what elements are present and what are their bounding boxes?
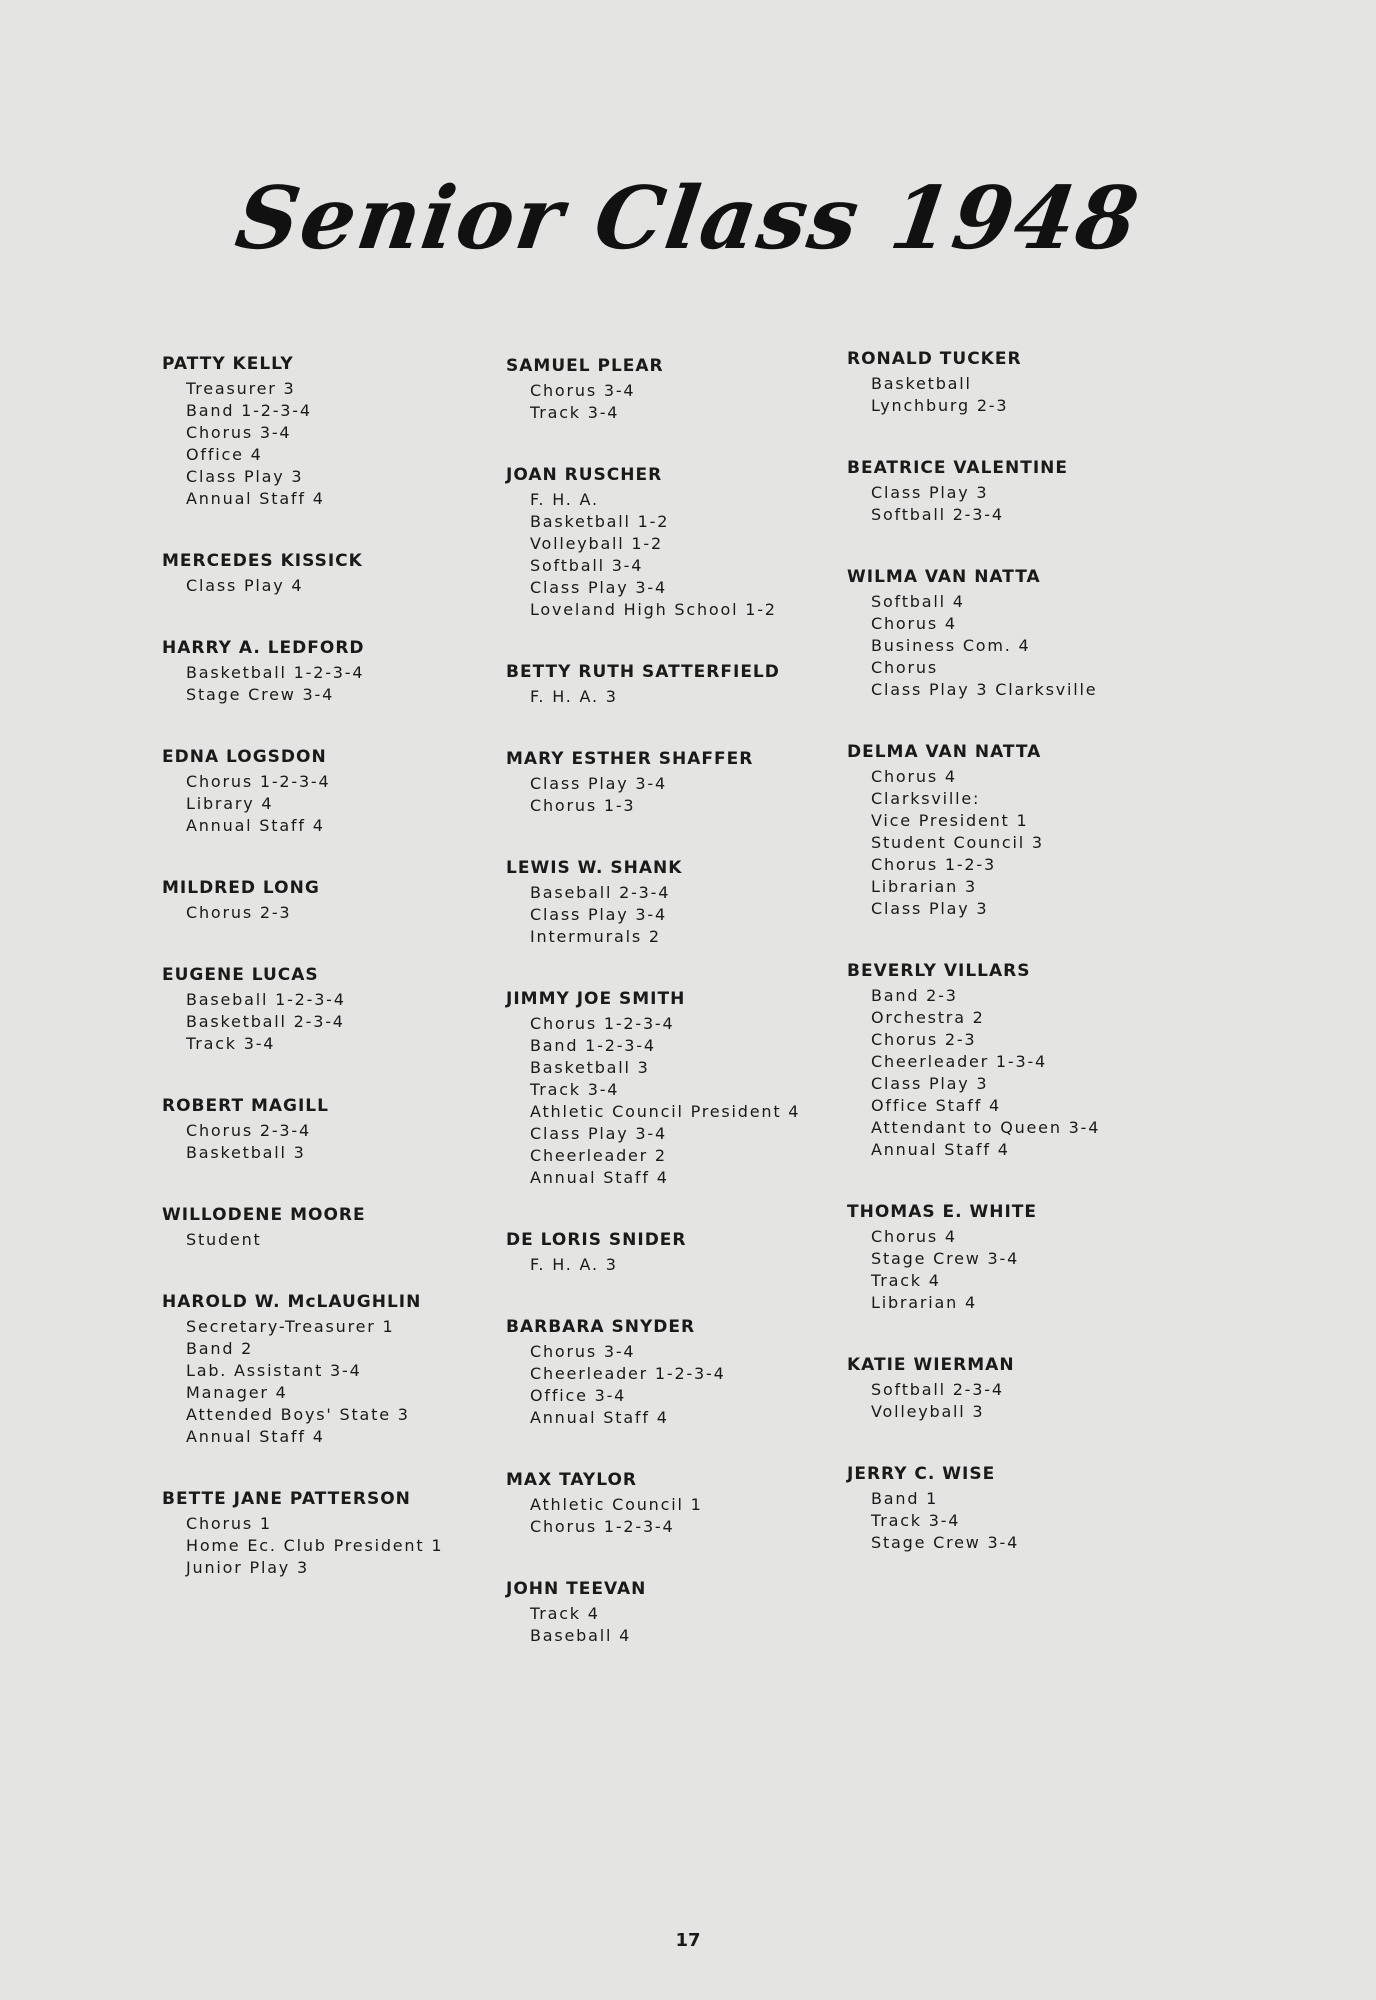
activity-item: Library 4 [186,794,274,813]
senior-entry [162,1201,492,1251]
activity-item: Class Play 4 [186,576,304,595]
activity-item: Annual Staff 4 [186,816,325,835]
senior-entry [847,957,1177,1161]
senior-entry [847,563,1177,701]
activity-item: Class Play 3-4 [530,1124,667,1143]
activity-item: Chorus 4 [871,767,957,786]
activity-item: Chorus 1-3 [530,796,636,815]
activity-item: Loveland High School 1-2 [530,600,777,619]
activity-item: Treasurer 3 [186,379,296,398]
activity-item: Basketball 3 [186,1143,306,1162]
activity-item: F. H. A. 3 [530,687,618,706]
activity-item: Clarksville: [871,789,981,808]
senior-entry [162,874,492,924]
activity-item: Softball 3-4 [530,556,644,575]
senior-entry [847,1351,1177,1423]
senior-entry [506,352,836,424]
activity-item: Softball 2-3-4 [871,505,1004,524]
activity-item: Class Play 3 [871,1074,989,1093]
activity-item: Annual Staff 4 [186,489,325,508]
activity-item: Volleyball 3 [871,1402,985,1421]
senior-name: MAX TAYLOR [506,1470,637,1490]
activity-item: Chorus 2-3-4 [186,1121,311,1140]
activity-item: Baseball 4 [530,1626,632,1645]
activity-item: Class Play 3-4 [530,905,667,924]
senior-name: PATTY KELLY [162,354,294,374]
senior-name: JOHN TEEVAN [506,1579,647,1599]
activity-item: Office 3-4 [530,1386,627,1405]
senior-name: WILLODENE MOORE [162,1205,366,1225]
activity-item: Basketball 2-3-4 [186,1012,345,1031]
activity-item: Lab. Assistant 3-4 [186,1361,362,1380]
activity-item: Annual Staff 4 [871,1140,1010,1159]
senior-entry [506,1226,836,1276]
activity-item: Annual Staff 4 [530,1408,669,1427]
senior-name: DE LORIS SNIDER [506,1230,687,1250]
activity-item: Athletic Council President 4 [530,1102,801,1121]
senior-entry [162,1092,492,1164]
activity-item: Business Com. 4 [871,636,1031,655]
senior-name: HAROLD W. McLAUGHLIN [162,1292,422,1312]
activity-item: Band 2 [186,1339,254,1358]
activity-item: F. H. A. [530,490,599,509]
senior-entry [162,634,492,706]
senior-entry [506,745,836,817]
senior-name: THOMAS E. WHITE [847,1202,1038,1222]
page-title: Senior Class 1948 [230,168,1146,269]
activity-item: Track 3-4 [871,1511,961,1530]
activity-item: Office 4 [186,445,263,464]
activity-item: Junior Play 3 [186,1558,309,1577]
senior-name: DELMA VAN NATTA [847,742,1042,762]
senior-name: BEATRICE VALENTINE [847,458,1069,478]
page-number: 17 [675,1930,701,1951]
senior-entry [162,1288,492,1448]
column-3 [847,345,1177,1591]
senior-entry [506,1466,836,1538]
senior-entry [506,854,836,948]
activity-item: Cheerleader 1-2-3-4 [530,1364,726,1383]
senior-name: HARRY A. LEDFORD [162,638,365,658]
activity-item: Class Play 3 Clarksville [871,680,1098,699]
activity-item: Manager 4 [186,1383,288,1402]
senior-entry [847,345,1177,417]
senior-entry [847,738,1177,920]
senior-entry [162,547,492,597]
senior-name: SAMUEL PLEAR [506,356,664,376]
activity-item: Chorus 3-4 [530,1342,636,1361]
activity-item: Chorus 3-4 [186,423,292,442]
senior-entry [506,461,836,621]
activity-item: Librarian 3 [871,877,977,896]
activity-item: Chorus 1-2-3 [871,855,996,874]
senior-name: JIMMY JOE SMITH [506,989,686,1009]
activity-item: Track 3-4 [530,1080,620,1099]
senior-name: JERRY C. WISE [847,1464,996,1484]
activity-item: Attended Boys' State 3 [186,1405,410,1424]
senior-name: MERCEDES KISSICK [162,551,363,571]
senior-name: BEVERLY VILLARS [847,961,1031,981]
activity-item: Band 1-2-3-4 [530,1036,656,1055]
activity-item: Annual Staff 4 [530,1168,669,1187]
senior-entry [162,1485,492,1579]
activity-item: Softball 2-3-4 [871,1380,1004,1399]
activity-item: Track 3-4 [186,1034,276,1053]
activity-item: Office Staff 4 [871,1096,1001,1115]
senior-name: WILMA VAN NATTA [847,567,1041,587]
activity-item: Cheerleader 2 [530,1146,667,1165]
senior-entry [847,1460,1177,1554]
activity-item: Librarian 4 [871,1293,977,1312]
senior-name: BETTE JANE PATTERSON [162,1489,411,1509]
activity-item: Chorus 3-4 [530,381,636,400]
senior-entry [162,961,492,1055]
activity-item: Track 4 [871,1271,941,1290]
activity-item: Chorus 1-2-3-4 [186,772,331,791]
senior-name: KATIE WIERMAN [847,1355,1015,1375]
senior-entry [506,985,836,1189]
senior-name: MARY ESTHER SHAFFER [506,749,754,769]
activity-item: Track 3-4 [530,403,620,422]
activity-item: Chorus 2-3 [186,903,292,922]
activity-item: Track 4 [530,1604,600,1623]
senior-name: EUGENE LUCAS [162,965,319,985]
column-2 [506,352,836,1684]
senior-entry [506,1575,836,1647]
activity-item: Baseball 2-3-4 [530,883,671,902]
activity-item: Stage Crew 3-4 [186,685,335,704]
senior-entry [162,743,492,837]
activity-item: Chorus 4 [871,614,957,633]
activity-item: Class Play 3 [186,467,304,486]
activity-item: Band 1 [871,1489,939,1508]
senior-name: ROBERT MAGILL [162,1096,329,1116]
activity-item: Class Play 3-4 [530,774,667,793]
activity-item: Class Play 3 [871,899,989,918]
activity-item: Band 1-2-3-4 [186,401,312,420]
activity-item: Stage Crew 3-4 [871,1249,1020,1268]
senior-entry [847,1198,1177,1314]
activity-item: Lynchburg 2-3 [871,396,1009,415]
activity-item: Orchestra 2 [871,1008,985,1027]
activity-item: Cheerleader 1-3-4 [871,1052,1048,1071]
activity-item: Vice President 1 [871,811,1029,830]
activity-item: Student Council 3 [871,833,1044,852]
activity-item: Chorus [871,658,938,677]
activity-item: Baseball 1-2-3-4 [186,990,346,1009]
senior-name: MILDRED LONG [162,878,320,898]
activity-item: Chorus 4 [871,1227,957,1246]
senior-entry [847,454,1177,526]
activity-item: Chorus 2-3 [871,1030,977,1049]
activity-item: Annual Staff 4 [186,1427,325,1446]
activity-item: Student [186,1230,262,1249]
senior-name: EDNA LOGSDON [162,747,327,767]
activity-item: Basketball 1-2 [530,512,670,531]
activity-item: Attendant to Queen 3-4 [871,1118,1101,1137]
activity-item: Athletic Council 1 [530,1495,703,1514]
column-1 [162,350,492,1616]
activity-item: Chorus 1-2-3-4 [530,1014,675,1033]
activity-item: Chorus 1 [186,1514,272,1533]
activity-item: Softball 4 [871,592,965,611]
senior-entry [506,1313,836,1429]
activity-item: Stage Crew 3-4 [871,1533,1020,1552]
activity-item: Class Play 3 [871,483,989,502]
senior-entry [162,350,492,510]
senior-name: RONALD TUCKER [847,349,1022,369]
senior-name: JOAN RUSCHER [506,465,663,485]
activity-item: Chorus 1-2-3-4 [530,1517,675,1536]
activity-item: Home Ec. Club President 1 [186,1536,444,1555]
activity-item: Class Play 3-4 [530,578,667,597]
activity-item: Volleyball 1-2 [530,534,663,553]
senior-name: BETTY RUTH SATTERFIELD [506,662,780,682]
senior-name: LEWIS W. SHANK [506,858,683,878]
activity-item: Intermurals 2 [530,927,661,946]
activity-item: Secretary-Treasurer 1 [186,1317,395,1336]
activity-item: Band 2-3 [871,986,958,1005]
activity-item: Basketball 1-2-3-4 [186,663,365,682]
senior-entry [506,658,836,708]
activity-item: Basketball 3 [530,1058,650,1077]
senior-name: BARBARA SNYDER [506,1317,696,1337]
activity-item: Basketball [871,374,972,393]
activity-item: F. H. A. 3 [530,1255,618,1274]
